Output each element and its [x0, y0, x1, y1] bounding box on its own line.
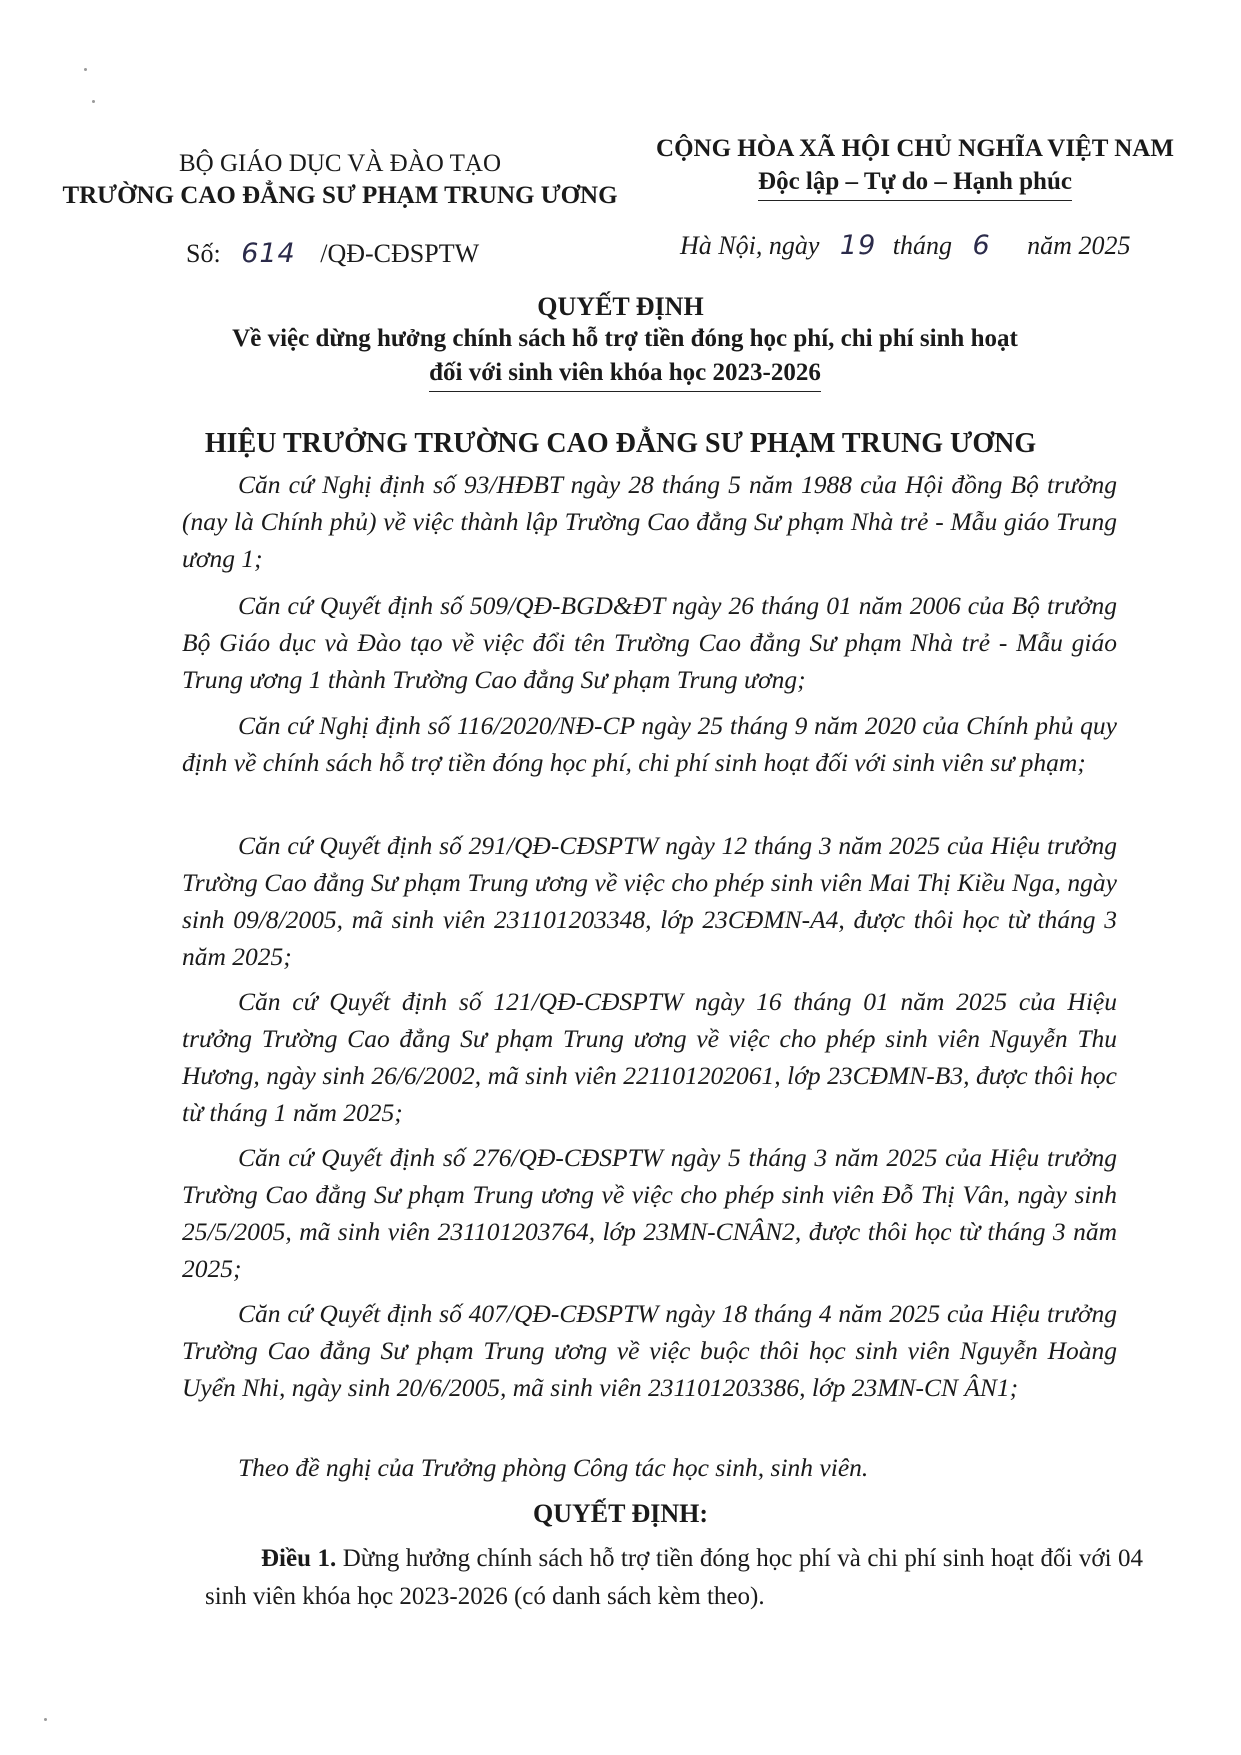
basis-paragraph-1: Căn cứ Nghị định số 93/HĐBT ngày 28 tháng 5 năm 1988 của Hội đồng Bộ trưởng (nay là Chính phủ) về việc thành lập Trường Cao đẳng Sư phạm Nhà trẻ - Mẫu giáo Trung ương 1;	[182, 470, 1117, 573]
basis-paragraph-7: Căn cứ Quyết định số 407/QĐ-CĐSPTW ngày 18 tháng 4 năm 2025 của Hiệu trưởng Trường Cao đẳng Sư phạm Trung ương về việc buộc thôi học sinh viên Nguyễn Hoàng Uyển Nhi, ngày sinh 20/6/2005, mã sinh viên 231101203386, lớp 23MN-CN ÂN1;	[182, 1299, 1117, 1402]
basis-paragraph-4: Căn cứ Quyết định số 291/QĐ-CĐSPTW ngày 12 tháng 3 năm 2025 của Hiệu trưởng Trường Cao đẳng Sư phạm Trung ương về việc cho phép sinh viên Mai Thị Kiều Nga, ngày sinh 09/8/2005, mã sinh viên 231101203348, lớp 23CĐMN-A4, được thôi học từ tháng 3 năm 2025;	[182, 831, 1117, 971]
document-subtitle	[160, 322, 1090, 392]
ministry-name: BỘ GIÁO DỤC VÀ ĐÀO TẠO	[179, 150, 501, 177]
reference-number	[186, 238, 479, 269]
date-day: 19	[839, 230, 877, 261]
article-1-text: Dừng hưởng chính sách hỗ trợ tiền đóng học phí và chi phí sinh hoạt đối với 04 sinh viên khóa học 2023-2026 (có danh sách kèm theo).	[205, 1545, 1144, 1610]
subtitle-line-2: đối với sinh viên khóa học 2023-2026	[429, 356, 821, 392]
basis-paragraph-2: Căn cứ Quyết định số 509/QĐ-BGD&ĐT ngày 26 tháng 01 năm 2006 của Bộ trưởng Bộ Giáo dục và Đào tạo về việc đổi tên Trường Cao đẳng Sư phạm Nhà trẻ - Mẫu giáo Trung ương 1 thành Trường Cao đẳng Sư phạm Trung ương;	[182, 591, 1117, 694]
date-month-label: tháng	[892, 231, 952, 260]
date-year: năm 2025	[1027, 231, 1131, 260]
document-title: QUYẾT ĐỊNH	[537, 292, 704, 321]
issuer-block	[60, 148, 620, 212]
national-motto: Độc lập – Tự do – Hạnh phúc	[758, 165, 1072, 201]
basis-paragraph-3: Căn cứ Nghị định số 116/2020/NĐ-CP ngày 25 tháng 9 năm 2020 của Chính phủ quy định về chính sách hỗ trợ tiền đóng học phí, chi phí sinh hoạt đối với sinh viên sư phạm;	[182, 711, 1117, 777]
article-1-label: Điều 1.	[261, 1545, 337, 1572]
basis-paragraph-6: Căn cứ Quyết định số 276/QĐ-CĐSPTW ngày 5 tháng 3 năm 2025 của Hiệu trưởng Trường Cao đẳng Sư phạm Trung ương về việc cho phép sinh viên Đỗ Thị Vân, ngày sinh 25/5/2005, mã sinh viên 231101203764, lớp 23MN-CNÂN2, được thôi học từ tháng 3 năm 2025;	[182, 1143, 1117, 1283]
issue-date	[680, 230, 1130, 261]
school-name: TRƯỜNG CAO ĐẲNG SƯ PHẠM TRUNG ƯƠNG	[62, 182, 618, 209]
country-name: CỘNG HÒA XÃ HỘI CHỦ NGHĨA VIỆT NAM	[656, 135, 1174, 162]
article-1	[205, 1540, 1143, 1616]
subtitle-line-1: Về việc dừng hưởng chính sách hỗ trợ tiền đóng học phí, chi phí sinh hoạt	[232, 325, 1018, 352]
date-prefix: Hà Nội, ngày	[680, 231, 820, 260]
basis-paragraph-5: Căn cứ Quyết định số 121/QĐ-CĐSPTW ngày 16 tháng 01 năm 2025 của Hiệu trưởng Trường Cao đẳng Sư phạm Trung ương về việc cho phép sinh viên Nguyễn Thu Hương, ngày sinh 26/6/2002, mã sinh viên 221101202061, lớp 23CĐMN-B3, được thôi học từ tháng 1 năm 2025;	[182, 987, 1117, 1127]
reference-suffix: /QĐ-CĐSPTW	[320, 239, 480, 268]
decision-heading: QUYẾT ĐỊNH:	[532, 1499, 709, 1528]
national-heading	[630, 132, 1200, 201]
reference-label: Số:	[186, 239, 221, 268]
reference-handwritten-number: 614	[241, 238, 296, 269]
basis-paragraph-8: Theo đề nghị của Trưởng phòng Công tác học sinh, sinh viên.	[238, 1453, 869, 1482]
issuing-authority: HIỆU TRƯỞNG TRƯỜNG CAO ĐẲNG SƯ PHẠM TRUNG ƯƠNG	[204, 428, 1037, 459]
date-month: 6	[972, 230, 991, 261]
